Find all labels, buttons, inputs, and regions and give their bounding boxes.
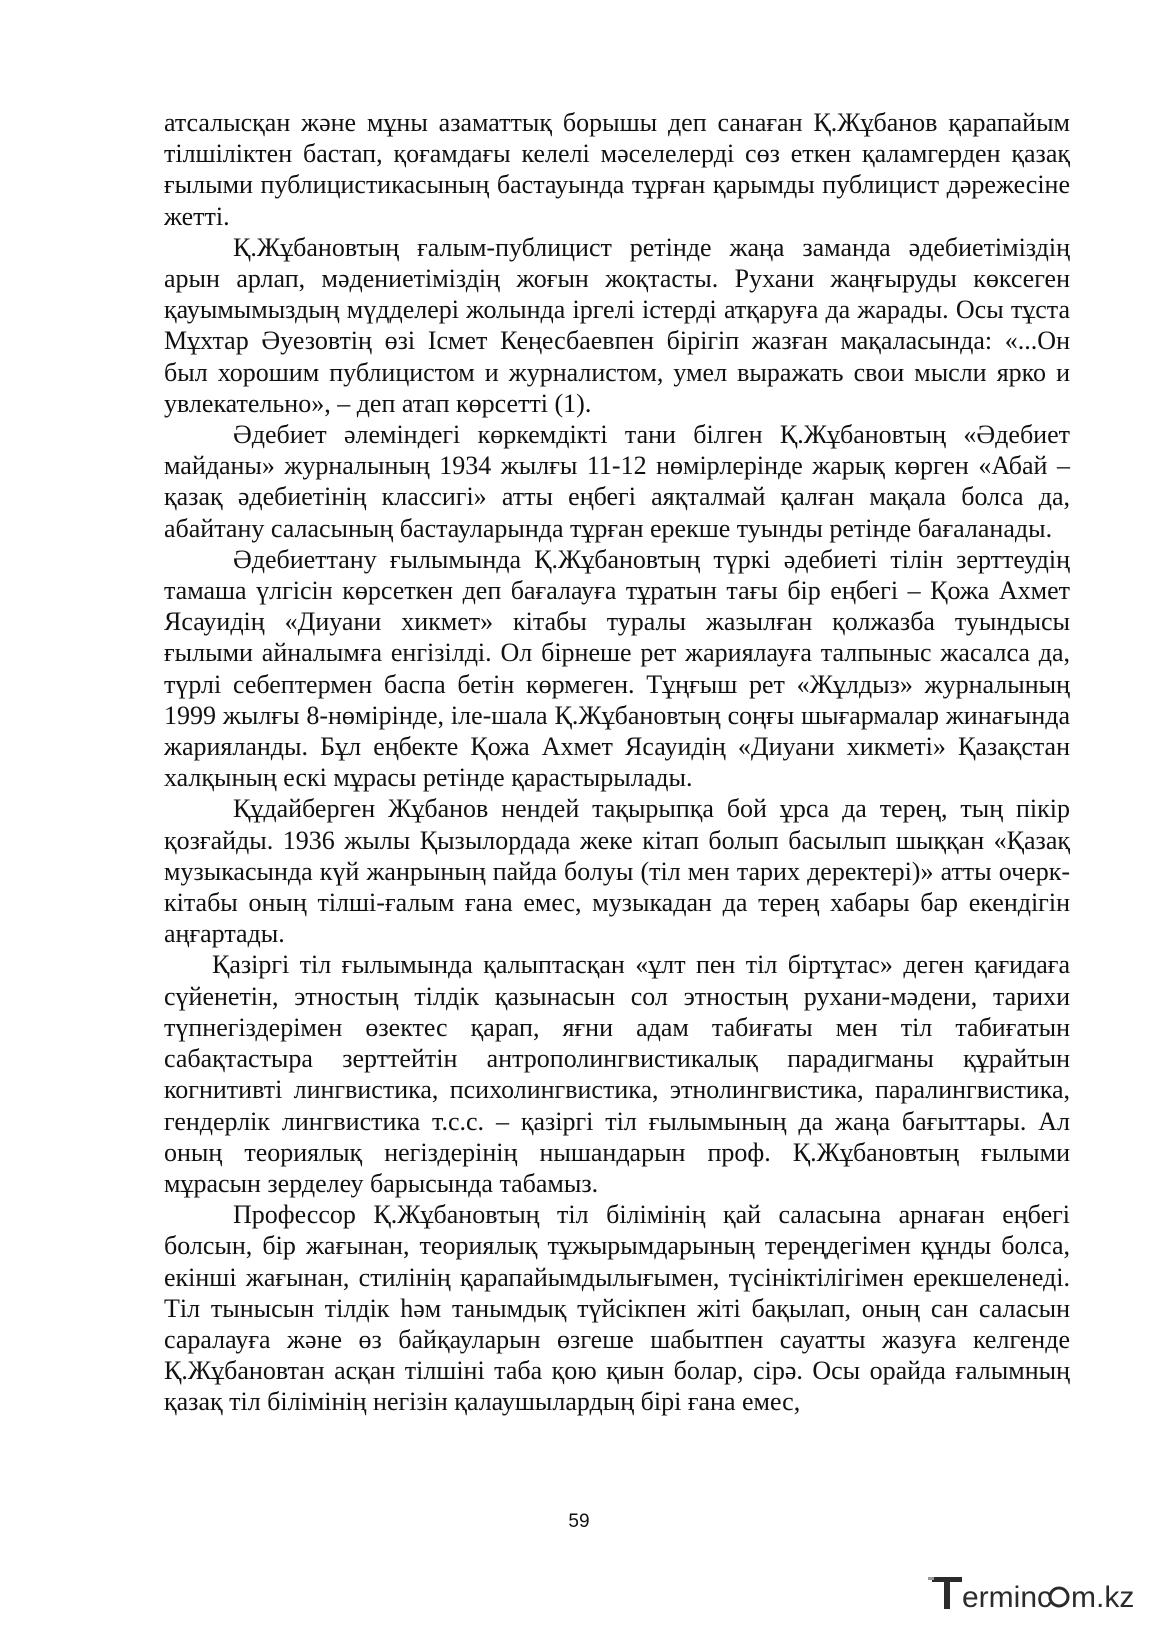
paragraph-2: Қ.Жұбановтың ғалым-публицист ретінде жаңа заманда әдебиетіміздің арын арлап, мәдениетіміздің жоғын жоқтасты. Рухани жаңғыруды көксеген қауымымыздың мүдделері жолында іргелі істерді атқаруға да жарады. Осы тұста Мұхтар Әуезовтің өзі Ісмет Кеңесбаевпен бірігіп жазған мақаласында: «...Он был хорошим публицистом и журналистом, умел выражать свои мысли ярко и увлекательно», – деп атап көрсетті (1). [164, 232, 1070, 418]
logo-t-stem [944, 1577, 950, 1609]
logo-text: erminc [962, 1581, 1053, 1614]
page-number: 59 [568, 1511, 590, 1532]
paragraph-4: Әдебиеттану ғылымында Қ.Жұбановтың түркі әдебиеті тілін зерттеудің тамаша үлгісін көрсеткен деп бағалауға тұратын тағы бір еңбегі – Қожа Ахмет Ясауидің «Диуани хикмет» кітабы туралы жазылған қолжазба туындысы ғылыми айналымға енгізілді. Ол бірнеше рет жариялауға талпыныс жасалса да, түрлі себептермен баспа бетін көрмеген. Тұңғыш рет «Жұлдыз» журналының 1999 жылғы 8-нөмірінде, іле-шала Қ.Жұбановтың соңғы шығармалар жинағында жарияланды. Бұл еңбекте Қожа Ахмет Ясауидің «Диуани хикметі» Қазақстан халқының ескі мұрасы ретінде қарастырылады. [164, 544, 1070, 793]
logo-image [928, 1569, 1142, 1615]
logo-ring [1050, 1588, 1068, 1606]
termincom-logo-watermark [928, 1569, 1142, 1615]
logo-t-accent [928, 1577, 934, 1580]
paragraph-6: Қазіргі тіл ғылымында қалыптасқан «ұлт пен тіл біртұтас» деген қағидаға сүйенетін, этностың тілдік қазынасын сол этностың рухани-мәдени, тарихи түпнегіздерімен өзектес қарап, яғни адам табиғаты мен тіл табиғатын сабақтастыра зерттейтін антрополингвистикалық парадигманы құрайтын когнитивті лингвистика, психолингвистика, этнолингвистика, паралингвистика, гендерлік лингвистика т.с.с. – қазіргі тіл ғылымының да жаңа бағыттары. Ал оның теориялық негіздерінің нышандарын проф. Қ.Жұбановтың ғылыми мұрасын зерделеу барысында табамыз. [164, 950, 1070, 1198]
paragraph-5: Құдайберген Жұбанов нендей тақырыпқа бой ұрса да терең, тың пікір қозғайды. 1936 жылы Қызылордада жеке кітап болып басылып шыққан «Қазақ музыкасында күй жанрының пайда болуы (тіл мен тарих деректері)» атты очерк-кітабы оның тілші-ғалым ғана емес, музыкадан да терең хабары бар екендігін аңғартады. [164, 794, 1070, 949]
paragraph-7: Профессор Қ.Жұбановтың тіл білімінің қай саласына арнаған еңбегі болсын, бір жағынан, теориялық тұжырымдарының тереңдегімен құнды болса, екінші жағынан, стилінің қарапайымдылығымен, түсініктілігімен ерекшеленеді. Тіл тынысын тілдік һәм танымдық түйсікпен жіті бақылап, оның сан саласын саралауға және өз байқауларын өзгеше шабытпен сауатты жазуға келгенде Қ.Жұбановтан асқан тілшіні таба қою қиын болар, сірә. Осы орайда ғалымның қазақ тіл білімінің негізін қалаушылардың бірі ғана емес, [164, 1200, 1070, 1417]
document-body [164, 107, 1070, 1418]
paragraph-3: Әдебиет әлеміндегі көркемдікті тани білген Қ.Жұбановтың «Әдебиет майданы» журналының 1934 жылғы 11-12 нөмірлерінде жарық көрген «Абай – қазақ әдебиетінің классигі» атты еңбегі аяқталмай қалған мақала болса да, абайтану саласының бастауларында тұрған ерекше туынды ретінде бағаланады. [164, 420, 1070, 543]
logo-text-end: m.kz [1071, 1581, 1135, 1614]
paragraph-1: атсалысқан және мұны азаматтық борышы деп санаған Қ.Жұбанов қарапайым тілшіліктен бастап, қоғамдағы келелі мәселелерді сөз еткен қаламгерден қазақ ғылыми публицистикасының бастауында тұрған қарымды публицист дәрежесіне жетті. [164, 108, 1070, 231]
